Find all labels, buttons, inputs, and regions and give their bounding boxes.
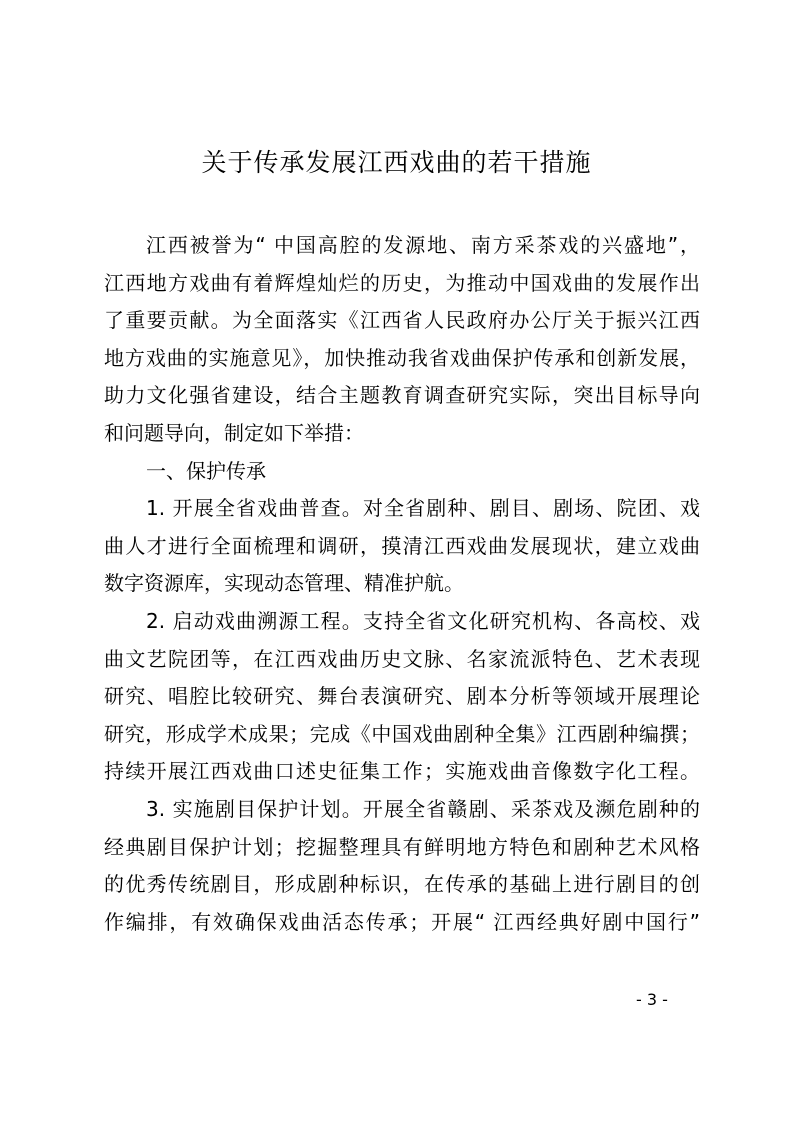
paragraph-line: 持续开展江西戏曲口述史征集工作；实施戏曲音像数字化工程。 (104, 759, 700, 784)
paragraph-line: 江西地方戏曲有着辉煌灿烂的历史，为推动中国戏曲的发展作出 (104, 270, 700, 295)
paragraph-line: 曲人才进行全面梳理和调研，摸清江西戏曲发展现状，建立戏曲 (104, 533, 700, 558)
paragraph-line: 研究，形成学术成果；完成《中国戏曲剧种全集》江西剧种编撰； (104, 721, 700, 746)
item-paragraph-3 (104, 791, 700, 941)
document-title: 关于传承发展江西戏曲的若干措施 (201, 148, 592, 177)
item-paragraph-1 (104, 490, 700, 603)
paragraph-line: 江西被誉为“ 中国高腔的发源地、南方采茶戏的兴盛地”， (146, 233, 700, 257)
item-paragraph-2 (104, 603, 700, 791)
paragraph-line: 2. 启动戏曲溯源工程。支持全省文化研究机构、各高校、戏 (146, 608, 700, 633)
paragraph-line: 助力文化强省建设，结合主题教育调查研究实际，突出目标导向 (104, 383, 700, 408)
paragraph-line: 的优秀传统剧目，形成剧种标识，在传承的基础上进行剧目的创 (104, 872, 700, 897)
section-heading (104, 453, 700, 491)
paragraph-line: 数字资源库，实现动态管理、精准护航。 (104, 571, 464, 596)
section-heading-text: 一、保护传承 (146, 458, 266, 483)
page-number: - 3 - (636, 990, 668, 1009)
paragraph-line: 作编排，有效确保戏曲活态传承；开展“ 江西经典好剧中国行” (104, 909, 700, 934)
paragraph-line: 3. 实施剧目保护计划。开展全省赣剧、采茶戏及濒危剧种的 (146, 796, 700, 821)
document-body (104, 227, 700, 941)
intro-paragraph (104, 227, 700, 453)
paragraph-line: 研究、唱腔比较研究、舞台表演研究、剧本分析等领域开展理论 (104, 684, 700, 709)
paragraph-line: 曲文艺院团等，在江西戏曲历史文脉、名家流派特色、艺术表现 (104, 646, 700, 671)
paragraph-line: 1. 开展全省戏曲普查。对全省剧种、剧目、剧场、院团、戏 (146, 496, 700, 521)
paragraph-line: 地方戏曲的实施意见》，加快推动我省戏曲保护传承和创新发展， (104, 345, 700, 370)
paragraph-line: 和问题导向，制定如下举措： (104, 420, 364, 445)
paragraph-line: 经典剧目保护计划；挖掘整理具有鲜明地方特色和剧种艺术风格 (104, 834, 700, 859)
paragraph-line: 了重要贡献。为全面落实《江西省人民政府办公厅关于振兴江西 (104, 308, 700, 333)
